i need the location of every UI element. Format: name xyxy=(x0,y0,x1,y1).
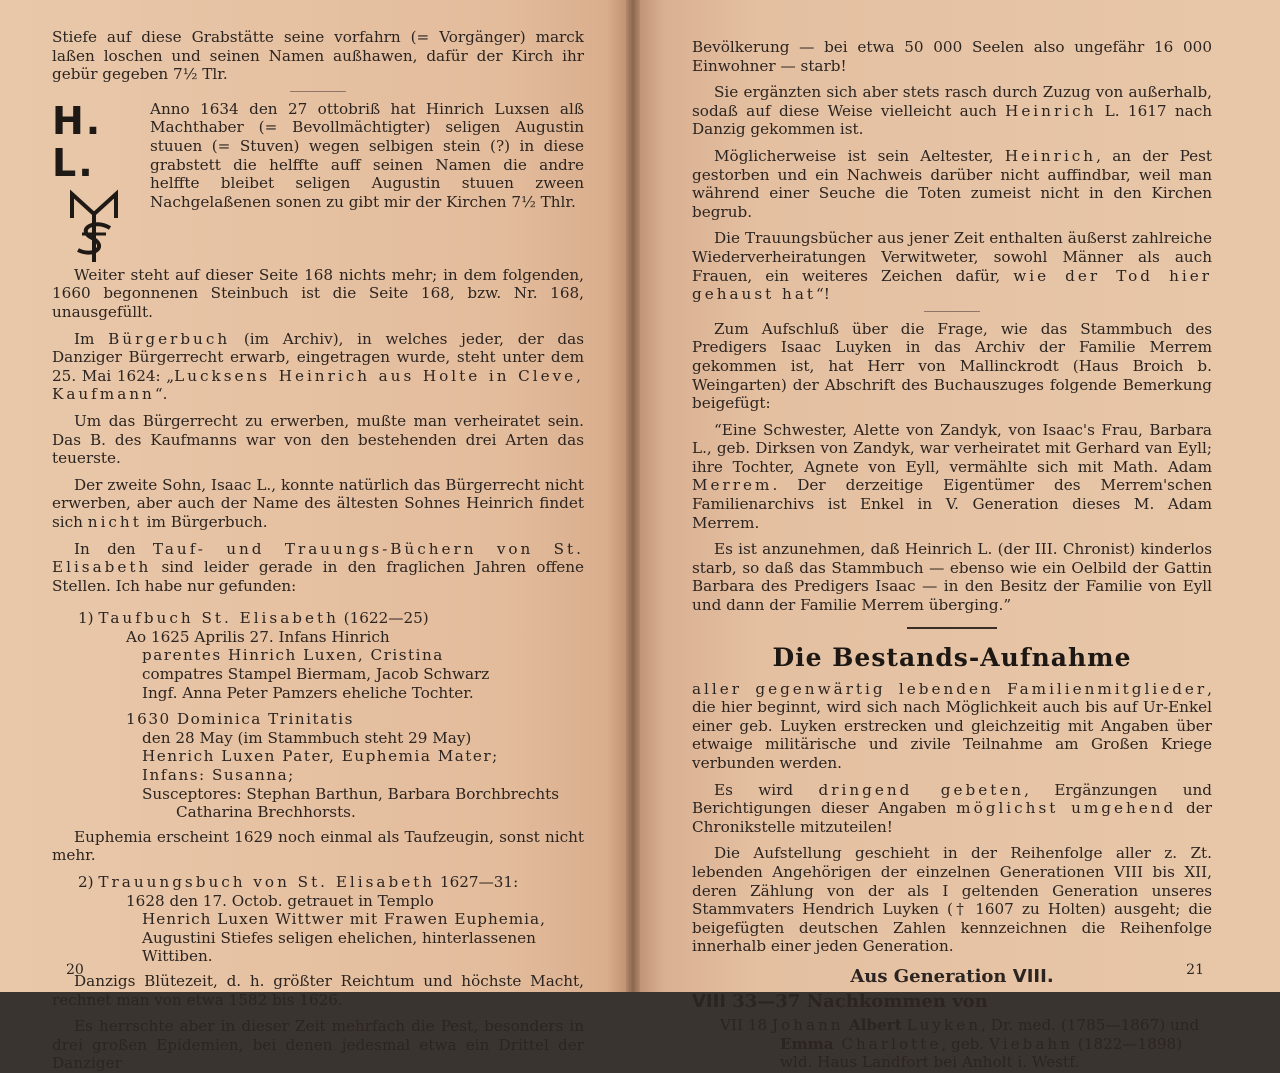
record-line: Henrich Luxen Wittwer mit Frawen Euphemia, xyxy=(142,910,546,929)
paragraph: Zum Aufschluß über die Frage, wie das Stammbuch des Predigers Isaac Luyken in das Archiv der Familie Merrem gekommen ist, hat Herr von Mallinckrodt (Haus Broich b. Weingarten) der Abschrift des Buchauszuges folgende Bemerkung beigefügt: xyxy=(692,319,1212,413)
quotation: “Eine Schwester, Alette von Zandyk, von Isaac's Frau, Barbara L., geb. Dirksen von Zandyk, war verheiratet mit Gerhard van Eyll; ihre Tochter, Agnete von Eyll, vermählte sich mit Math. Adam Merrem. Der derzeitige Eigentümer des Merrem'schen Familienarchivs ist Enkel in V. Generation dieses M. Adam Merrem. xyxy=(692,420,1212,532)
generation-heading: Aus Generation VIII. xyxy=(850,965,1054,987)
monogram xyxy=(52,100,136,266)
record-line: compatres Stampel Biermam, Jacob Schwarz xyxy=(142,665,490,684)
paragraph: Es wird dringend gebeten, Ergänzungen und Berichtigungen dieser Angaben möglichst umgehend der Chronikstelle mitzuteilen! xyxy=(692,780,1212,836)
descendants-heading: VIII 33—37 Nachkommen von xyxy=(692,990,988,1012)
paragraph: Sie ergänzten sich aber stets rasch durch Zuzug von außerhalb, sodaß auf diese Weise vielleicht auch Heinrich L. 1617 nach Danzig gekommen ist. xyxy=(692,83,1212,139)
divider xyxy=(924,311,980,312)
paragraph: Euphemia erscheint 1629 noch einmal als Taufzeugin, sonst nicht mehr. xyxy=(52,827,584,865)
record-line: Henrich Luxen Pater, Euphemia Mater; xyxy=(142,747,499,766)
monogram-entry xyxy=(52,100,584,266)
record-line: Catharina Brechhorsts. xyxy=(176,803,356,822)
record-line: parentes Hinrich Luxen, Cristina xyxy=(142,646,444,665)
monogram-paragraph: Anno 1634 den 27 ottobriß hat Hinrich Luxsen alß Machthaber (= Bevollmächtigter) seligen Augustin stuuen (= Stuven) wegen selbigen stein (?) in diese grabstett die helffte auff seinen Namen die andre helffte bleibet seligen Augustin stuuen zween Nachgelaßenen sonen zu gibt mir der Kirchen 7½ Thlr. xyxy=(150,99,584,211)
record-line: Augustini Stiefes seligen ehelichen, hinterlassenen xyxy=(142,928,536,947)
paragraph: Stiefe auf diese Grabstätte seine vorfahrn (= Vorgänger) marck laßen loschen und seinen Namen außhawen, dafür der Kirch ihr gebür gegeben 7½ Tlr. xyxy=(52,28,584,84)
right-page xyxy=(632,0,1280,1072)
book-gutter xyxy=(626,0,640,992)
paragraph: In den Tauf- und Trauungs-Büchern von St. Elisabeth sind leider gerade in den fraglichen Jahren offene Stellen. Ich habe nur gefunden: xyxy=(52,539,584,595)
paragraph: aller gegenwärtig lebenden Familienmitglieder, die hier beginnt, wird sich nach Möglichkeit auch bis auf Ur-Enkel einer geb. Luyken erstrecken und gleichzeitig mit Angaben über etwaige militärische und zivile Teilnahme am Großen Kriege verbunden werden. xyxy=(692,679,1212,772)
paragraph: Im Bürgerbuch (im Archiv), in welches jeder, der das Danziger Bürgerrecht erwarb, eingetragen wurde, steht unter dem 25. Mai 1624: „Lucksens Heinrich aus Holte in Cleve, Kaufmann“. xyxy=(52,329,585,404)
paragraph: Der zweite Sohn, Isaac L., konnte natürlich das Bürgerrecht nicht erwerben, aber auch der Name des ältesten Sohnes Heinrich findet sich nicht im Bürgerbuch. xyxy=(52,475,584,531)
paragraph: Bevölkerung — bei etwa 50 000 Seelen also ungefähr 16 000 Einwohner — starb! xyxy=(692,38,1212,75)
record-line: Wittiben. xyxy=(142,947,213,966)
family-entry-line: VII 18 Johann Albert Luyken, Dr. med. (1785—1867) und xyxy=(720,1015,1200,1034)
record-heading: 2) Trauungsbuch von St. Elisabeth 1627—31: xyxy=(78,873,519,891)
family-entry-line: wld. Haus Landfort bei Anholt i. Westf. xyxy=(780,1053,1080,1072)
divider xyxy=(290,91,346,92)
paragraph: Danzigs Blütezeit, d. h. größter Reichtum und höchste Macht, rechnet man von etwa 1582 bis 1626. xyxy=(52,971,584,1009)
record-heading: 1) Taufbuch St. Elisabeth (1622—25) xyxy=(78,609,429,628)
paragraph: Um das Bürgerrecht zu erwerben, mußte man verheiratet sein. Das B. des Kaufmanns war von den bestehenden drei Arten das teuerste. xyxy=(52,411,584,468)
paragraph: Möglicherweise ist sein Aeltester, Heinrich, an der Pest gestorben und ein Nachweis darüber nicht auffindbar, weil man während einer Seuche die Toten zumeist nicht in den Kirchen begrub. xyxy=(692,146,1212,221)
paragraph: Die Trauungsbücher aus jener Zeit enthalten äußerst zahlreiche Wiederverheiratungen Verwitweter, sowohl Männer als auch Frauen, ein weiteres Zeichen dafür, wie der Tod hier gehaust hat“! xyxy=(692,229,1212,304)
quotation: Es ist anzunehmen, daß Heinrich L. (der III. Chronist) kinderlos starb, so daß das Stammbuch — ebenso wie ein Oelbild der Gattin Barbara des Predigers Isaac — in den Besitz der Familie von Eyll und dann der Familie Merrem überging.” xyxy=(692,540,1212,615)
record-line: 1628 den 17. Octob. getrauet in Templo xyxy=(126,891,434,910)
record-line: Ingf. Anna Peter Pamzers eheliche Tochter. xyxy=(142,683,474,702)
merchant-mark-icon xyxy=(64,188,124,266)
paragraph: Die Aufstellung geschieht in der Reihenfolge aller z. Zt. lebenden Angehörigen der einzelnen Generationen VIII bis XII, deren Zählung von der als I geltenden Generation unseres Stammvaters Hendrich Luyken († 1607 zu Holten) ausgeht; die beigefügten deutschen Zahlen kennzeichnen die Reihenfolge innerhalb einer jeden Generation. xyxy=(692,844,1212,956)
page-number: 20 xyxy=(66,962,84,978)
divider xyxy=(907,627,997,629)
record-line: den 28 May (im Stammbuch steht 29 May) xyxy=(142,728,472,747)
family-entry-line: Emma Charlotte, geb. Viebahn (1822—1898) xyxy=(780,1034,1183,1053)
record-line: Susceptores: Stephan Barthun, Barbara Borchbrechts xyxy=(142,784,560,803)
section-title: Die Bestands-Aufnahme xyxy=(772,642,1132,672)
record-line: Ao 1625 Aprilis 27. Infans Hinrich xyxy=(126,627,390,646)
monogram-initials: H. L. xyxy=(52,98,103,185)
record-line: Infans: Susanna; xyxy=(142,766,295,785)
record-line: 1630 Dominica Trinitatis xyxy=(126,710,354,729)
left-page xyxy=(0,0,632,1073)
page-number: 21 xyxy=(1186,962,1204,978)
paragraph: Es herrschte aber in dieser Zeit mehrfach die Pest, besonders in drei großen Epidemien, bei denen jedesmal etwa ein Drittel der Danziger xyxy=(52,1017,584,1073)
paragraph: Weiter steht auf dieser Seite 168 nichts mehr; in dem folgenden, 1660 begonnenen Steinbuch ist die Seite 168, bzw. Nr. 168, unausgefüllt. xyxy=(52,265,584,321)
